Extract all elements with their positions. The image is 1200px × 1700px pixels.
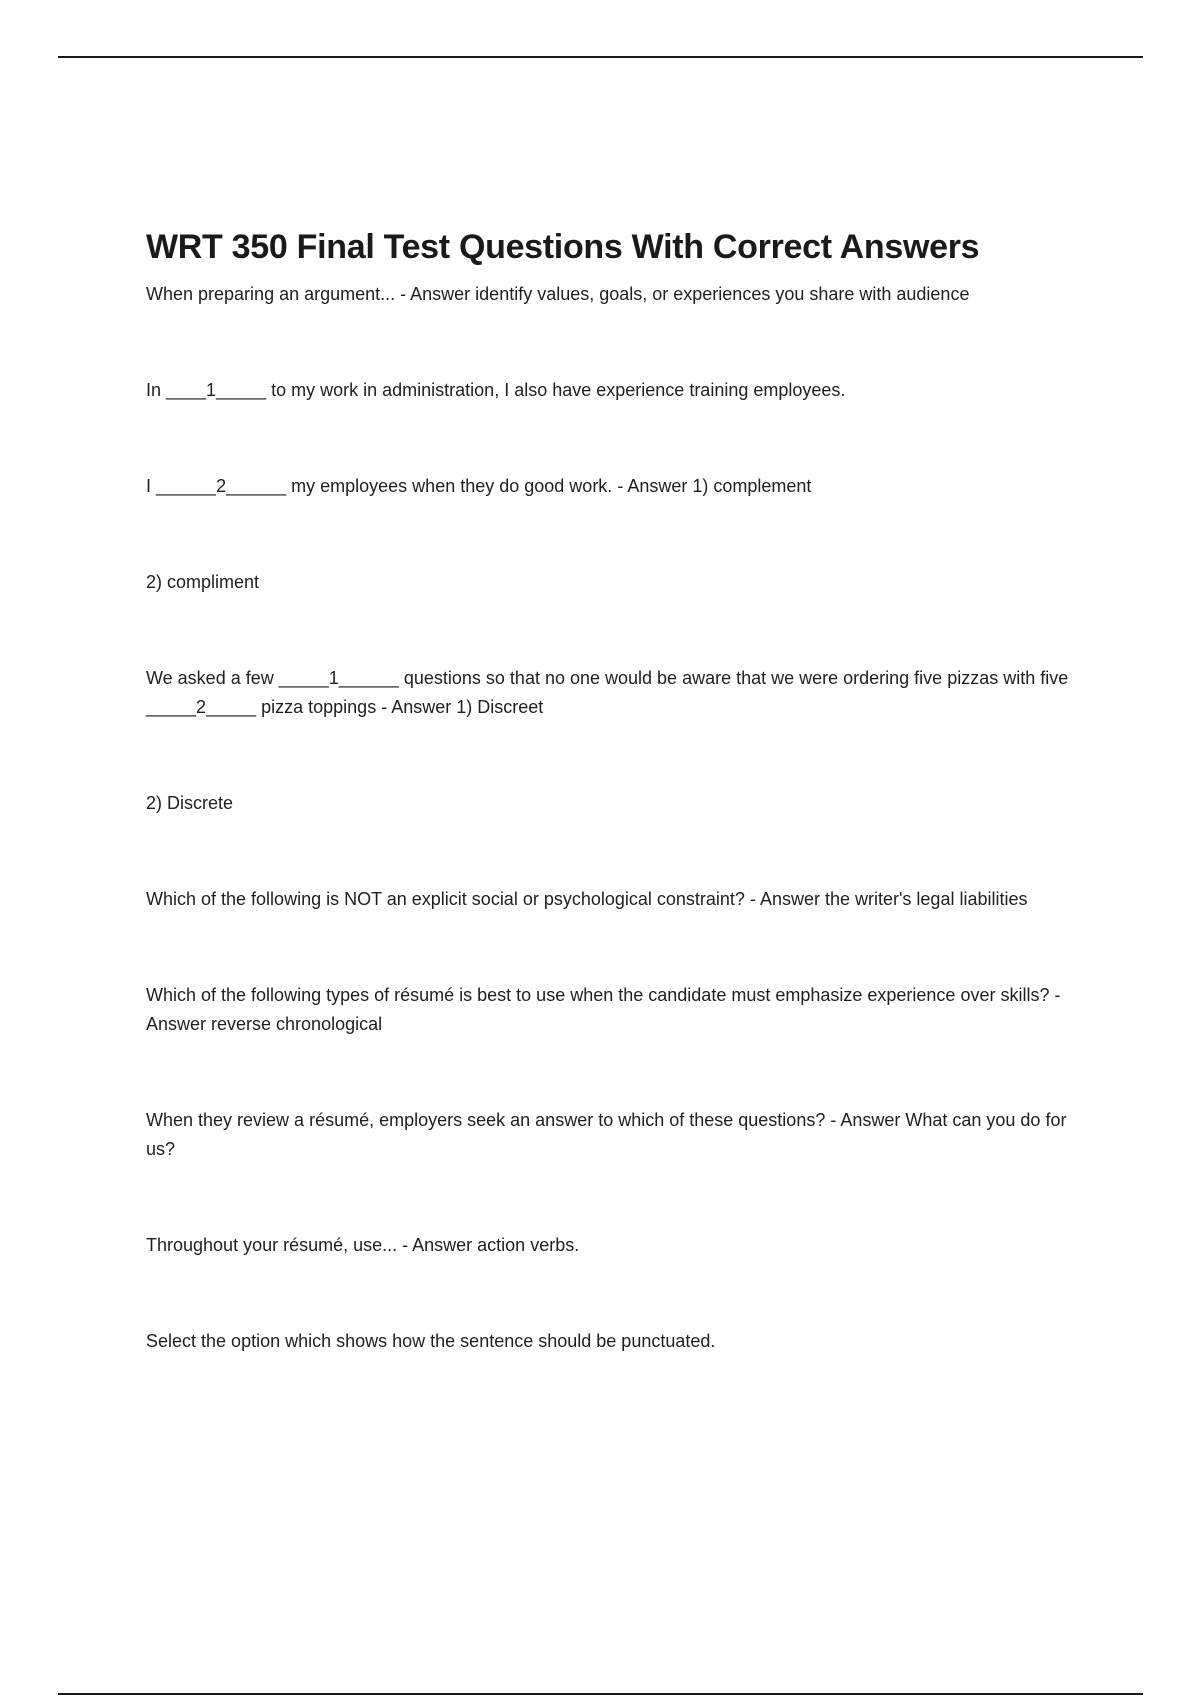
qa-paragraph-10: Throughout your résumé, use... - Answer action verbs.	[146, 1235, 580, 1255]
qa-paragraph-11: Select the option which shows how the sentence should be punctuated.	[146, 1331, 716, 1351]
footer-rule	[58, 1693, 1143, 1695]
qa-paragraph-5: We asked a few _____1______ questions so that no one would be aware that we were ordering five pizzas with five _____2_____ pizza toppings - Answer 1) Discreet	[146, 668, 1074, 717]
document-title: WRT 350 Final Test Questions With Correct Answers	[146, 228, 980, 266]
qa-paragraph-4: 2) compliment	[146, 572, 260, 592]
qa-paragraph-3: I ______2______ my employees when they do good work. - Answer 1) complement	[146, 476, 812, 496]
header-rule	[58, 56, 1143, 58]
document-content	[146, 224, 1086, 1356]
qa-paragraph-8: Which of the following types of résumé is best to use when the candidate must emphasize experience over skills? - Answer reverse chronological	[146, 985, 1065, 1034]
qa-paragraph-7: Which of the following is NOT an explicit social or psychological constraint? - Answer the writer's legal liabilities	[146, 889, 1028, 909]
qa-paragraph-6: 2) Discrete	[146, 793, 234, 813]
qa-paragraph-1: When preparing an argument... - Answer identify values, goals, or experiences you share with audience	[146, 284, 970, 304]
qa-paragraph-9: When they review a résumé, employers seek an answer to which of these questions? - Answer What can you do for us?	[146, 1110, 1072, 1159]
qa-paragraph-2: In ____1_____ to my work in administration, I also have experience training employees.	[146, 380, 846, 400]
